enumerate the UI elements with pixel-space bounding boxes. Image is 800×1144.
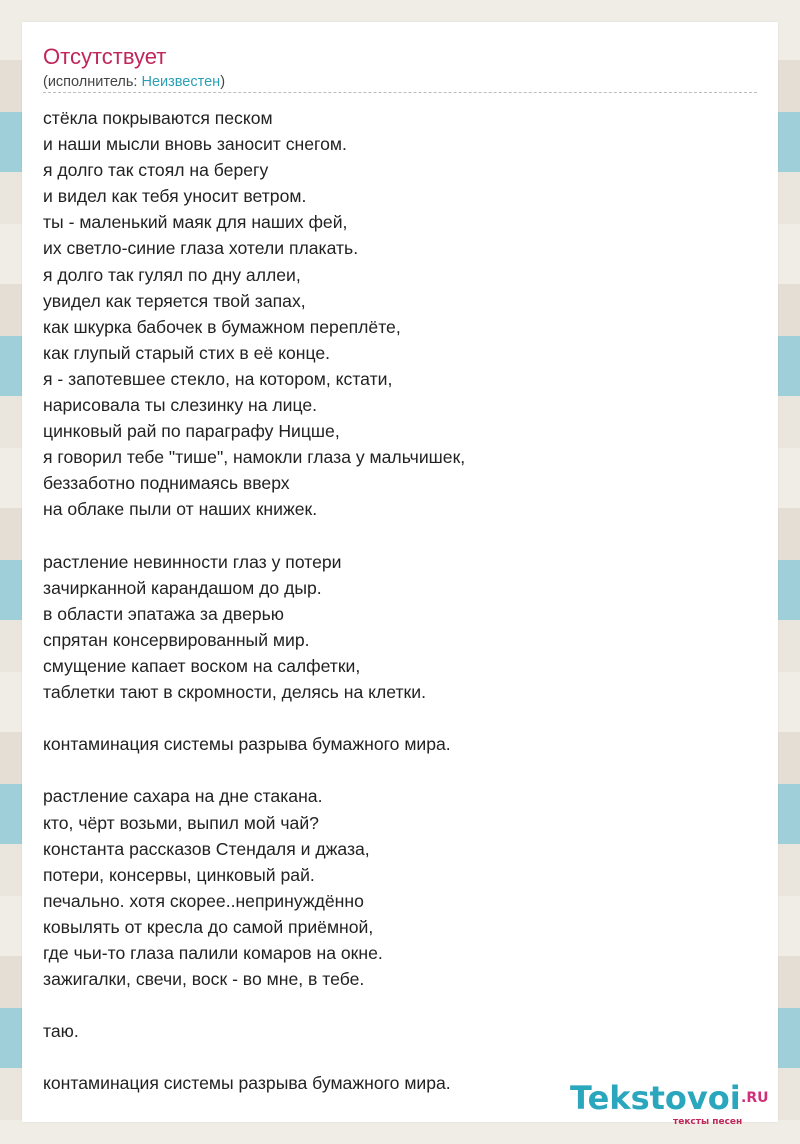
lyrics-text bbox=[43, 105, 757, 1097]
lyric-line: на облаке пыли от наших книжек. bbox=[43, 499, 318, 520]
lyric-line: зажигалки, свечи, воск - во мне, в тебе. bbox=[43, 969, 365, 990]
lyric-line: контаминация системы разрыва бумажного мира. bbox=[43, 734, 451, 755]
lyric-line: в области эпатажа за дверью bbox=[43, 603, 285, 624]
lyric-line: смущение капает воском на салфетки, bbox=[43, 655, 361, 676]
lyric-line: таю. bbox=[43, 1021, 79, 1042]
lyric-line: кто, чёрт возьми, выпил мой чай? bbox=[43, 812, 319, 833]
logo-tld: .RU bbox=[741, 1090, 769, 1106]
lyric-line: ковылять от кресла до самой приёмной, bbox=[43, 916, 374, 937]
lyric-blank-line bbox=[43, 757, 757, 783]
title-divider bbox=[43, 92, 757, 93]
lyric-line: потери, консервы, цинковый рай. bbox=[43, 864, 315, 885]
lyric-line: константа рассказов Стендаля и джаза, bbox=[43, 838, 370, 859]
lyric-line: растление сахара на дне стакана. bbox=[43, 786, 323, 807]
song-title: Отсутствует bbox=[43, 44, 167, 69]
logo-wordmark: Tekstovoi bbox=[570, 1079, 741, 1117]
lyric-blank-line bbox=[43, 992, 757, 1018]
lyric-blank-line bbox=[43, 1044, 757, 1070]
lyric-line: их светло-синие глаза хотели плакать. bbox=[43, 238, 359, 259]
lyric-line: и видел как тебя уносит ветром. bbox=[43, 186, 307, 207]
lyric-line: как глупый старый стих в её конце. bbox=[43, 342, 331, 363]
lyric-line: ты - маленький маяк для наших фей, bbox=[43, 212, 348, 233]
artist-prefix: (исполнитель: bbox=[43, 74, 142, 90]
lyric-line: стёкла покрываются песком bbox=[43, 108, 273, 128]
lyric-line: как шкурка бабочек в бумажном переплёте, bbox=[43, 316, 401, 337]
lyric-line: увидел как теряется твой запах, bbox=[43, 290, 306, 311]
lyric-line: нарисовала ты слезинку на лице. bbox=[43, 395, 318, 416]
lyric-line: я долго так гулял по дну аллеи, bbox=[43, 264, 301, 285]
artist-line bbox=[43, 73, 225, 91]
lyric-line: и наши мысли вновь заносит снегом. bbox=[43, 134, 347, 155]
site-logo[interactable] bbox=[570, 1080, 770, 1126]
lyric-blank-line bbox=[43, 523, 757, 549]
lyric-line: где чьи-то глаза палили комаров на окне. bbox=[43, 943, 383, 963]
lyric-line: я долго так стоял на берегу bbox=[43, 160, 269, 181]
artist-suffix: ) bbox=[220, 74, 226, 90]
lyrics-card bbox=[22, 22, 778, 1122]
lyric-line: таблетки тают в скромности, делясь на клетки. bbox=[43, 682, 426, 703]
lyric-line: зачирканной карандашом до дыр. bbox=[43, 577, 322, 598]
lyric-line: я говорил тебе "тише", намокли глаза у мальчишек, bbox=[43, 447, 466, 468]
artist-link[interactable]: Неизвестен bbox=[141, 74, 221, 90]
lyric-line: беззаботно поднимаясь вверх bbox=[43, 473, 290, 494]
logo-tagline: тексты песен bbox=[673, 1117, 743, 1127]
lyric-line: контаминация системы разрыва бумажного мира. bbox=[43, 1073, 451, 1094]
lyric-line: растление невинности глаз у потери bbox=[43, 551, 342, 572]
lyric-line: я - запотевшее стекло, на котором, кстати, bbox=[43, 368, 393, 389]
lyric-blank-line bbox=[43, 705, 757, 731]
lyric-line: цинковый рай по параграфу Ницше, bbox=[43, 421, 340, 442]
lyric-line: печально. хотя скорее..непринуждённо bbox=[43, 890, 364, 911]
lyric-line: спрятан консервированный мир. bbox=[43, 629, 310, 650]
